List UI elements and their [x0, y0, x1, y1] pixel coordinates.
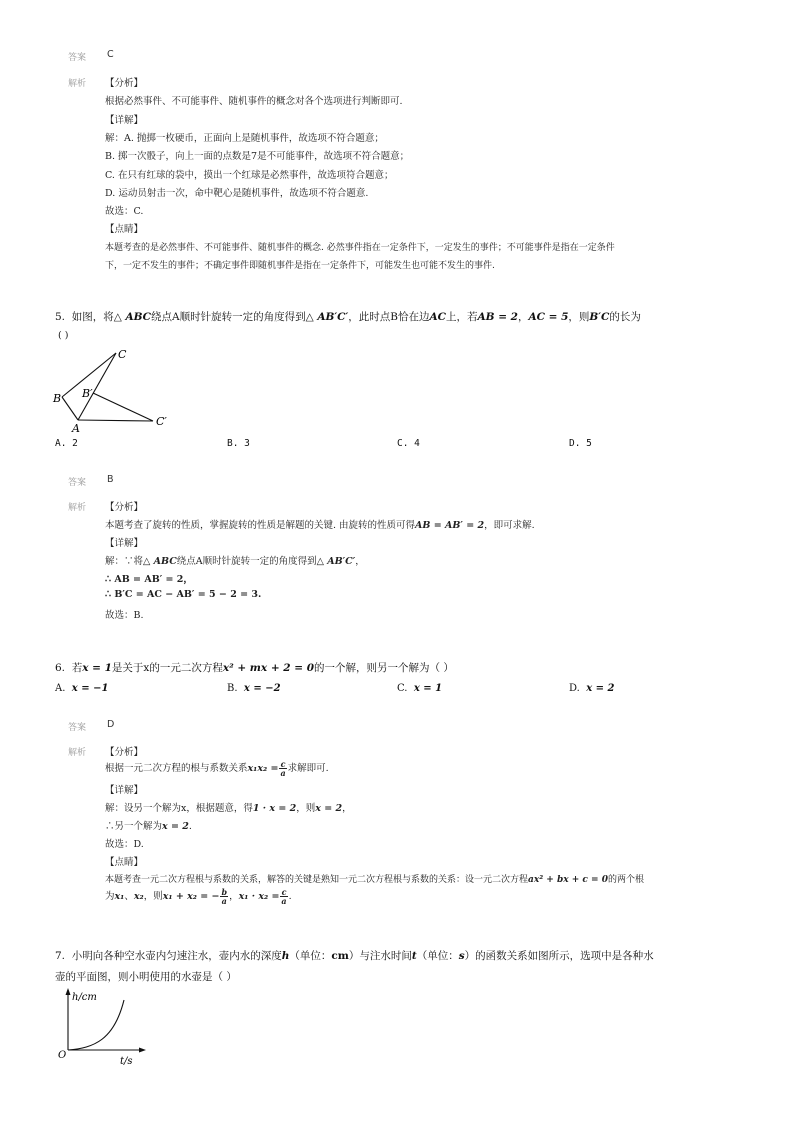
analysis-label: 解析 [68, 503, 87, 513]
option-d[interactable]: D. 5 [569, 438, 592, 449]
question-7-text: 7. 小明向各种空水壶内匀速注水，壶内水的深度h（单位：cm）与注水时间t（单位：s）的函数关系如图所示，选项中是各种水 [55, 950, 654, 962]
option-a[interactable]: A. x = −1 [55, 683, 109, 694]
analysis-line: 【分析】 [105, 502, 144, 513]
y-axis-label: h/cm [72, 992, 97, 1003]
answer-value: C [107, 49, 114, 60]
option-a[interactable]: A. 2 [55, 438, 78, 449]
analysis-line: 解：设另一个解为x，根据题意，得1 · x = 2，则x = 2， [105, 803, 352, 814]
analysis-line: 【点睛】 [105, 224, 144, 236]
segment-BA [62, 397, 78, 420]
analysis-line: 故选：B. [105, 610, 144, 621]
y-axis-arrow [66, 988, 71, 995]
segment-B-prime-C-prime [93, 393, 153, 421]
analysis-line: B. 掷一次骰子，向上一面的点数是7是不可能事件，故选项不符合题意； [105, 151, 410, 163]
answer-label: 答案 [68, 478, 87, 488]
analysis-line: 解：∵将△ ABC绕点A顺时针旋转一定的角度得到△ AB′C′， [105, 556, 365, 567]
label-A: A [72, 422, 80, 435]
analysis-line: 【详解】 [105, 538, 144, 549]
analysis-line: 根据一元二次方程的根与系数关系x₁x₂ = $\frac{c}{a}$ 求解即可. [105, 759, 329, 778]
answer-label: 答案 [68, 723, 87, 733]
analysis-line: 为x₁、x₂，则x₁ + x₂ = − $\frac{b}{a}$ ，x₁ · x₂ = $\frac{c}{a}$ . [105, 887, 292, 906]
option-b[interactable]: B. x = −2 [227, 683, 281, 694]
option-b[interactable]: B. 3 [227, 438, 250, 449]
analysis-line: 本题考查了旋转的性质，掌握旋转的性质是解题的关键. 由旋转的性质可得AB = AB′ = 2，即可求解. [105, 520, 535, 531]
analysis-line: 【分析】 [105, 747, 144, 758]
analysis-line: 本题考查一元二次方程根与系数的关系，解答的关键是熟知一元二次方程根与系数的关系：设一元二次方程ax² + bx + c = 0的两个根 [105, 875, 644, 885]
function-curve [68, 1000, 124, 1050]
label-C: C [118, 348, 127, 361]
analysis-line: D. 运动员射击一次，命中靶心是随机事件，故选项不符合题意. [105, 187, 369, 199]
question-5-text: 5. 如图，将△ ABC绕点A顺时针旋转一定的角度得到△ AB′C′，此时点B恰在边AC上，若AB = 2，AC = 5，则B′C的长为 [55, 311, 641, 323]
analysis-label: 解析 [68, 748, 87, 758]
analysis-line: 【分析】 [105, 78, 144, 89]
label-B-prime: B′ [82, 387, 93, 400]
question-7-line2: 壶的平面图，则小明使用的水壶是（ ） [55, 971, 237, 983]
x-axis-arrow [139, 1048, 146, 1053]
analysis-line: ∴ B′C = AC − AB′ = 5 − 2 = 3. [105, 589, 262, 600]
origin-label: O [58, 1050, 67, 1061]
function-graph [54, 986, 154, 1066]
analysis-label: 解析 [68, 79, 87, 89]
triangle-figure [50, 345, 190, 435]
answer-label: 答案 [68, 53, 87, 63]
analysis-line: 【点睛】 [105, 857, 144, 868]
option-c[interactable]: C. 4 [397, 438, 420, 449]
option-d[interactable]: D. x = 2 [569, 683, 615, 694]
analysis-line: 故选：D. [105, 839, 144, 850]
analysis-line: 故选：C. [105, 206, 144, 218]
analysis-line: 【详解】 [105, 785, 144, 796]
answer-value: B [107, 474, 114, 485]
analysis-line: 本题考查的是必然事件、不可能事件、随机事件的概念. 必然事件指在一定条件下，一定发生的事件；不可能事件是指在一定条件 [105, 242, 615, 253]
question-5-blank: ( ) [58, 330, 69, 341]
label-C-prime: C′ [156, 415, 167, 428]
analysis-line: C. 在只有红球的袋中，摸出一个红球是必然事件，故选项符合题意； [105, 169, 394, 181]
label-B: B [53, 392, 62, 405]
analysis-line: 下，一定不发生的事件；不确定事件即随机事件是指在一定条件下，可能发生也可能不发生的事件. [105, 261, 495, 271]
analysis-line: 【详解】 [105, 114, 144, 126]
analysis-line: 根据必然事件、不可能事件、随机事件的概念对各个选项进行判断即可. [105, 96, 403, 108]
analysis-line: ∴ AB = AB′ = 2， [105, 574, 193, 585]
fraction: $\frac{b}{a}$ [221, 887, 228, 906]
fraction: $\frac{c}{a}$ [280, 759, 286, 778]
x-axis-label: t/s [120, 1056, 133, 1066]
answer-value: D [107, 719, 115, 730]
analysis-line: 解：A. 抛掷一枚硬币，正面向上是随机事件，故选项不符合题意； [105, 132, 384, 144]
fraction: $\frac{c}{a}$ [281, 887, 287, 906]
segment-AC-prime [78, 420, 153, 421]
question-6-text: 6. 若x = 1是关于x的一元二次方程x² + mx + 2 = 0的一个解，则另一个解为（ ） [55, 662, 454, 674]
analysis-line: ∴另一个解为x = 2. [105, 821, 192, 832]
option-c[interactable]: C. x = 1 [397, 683, 443, 694]
